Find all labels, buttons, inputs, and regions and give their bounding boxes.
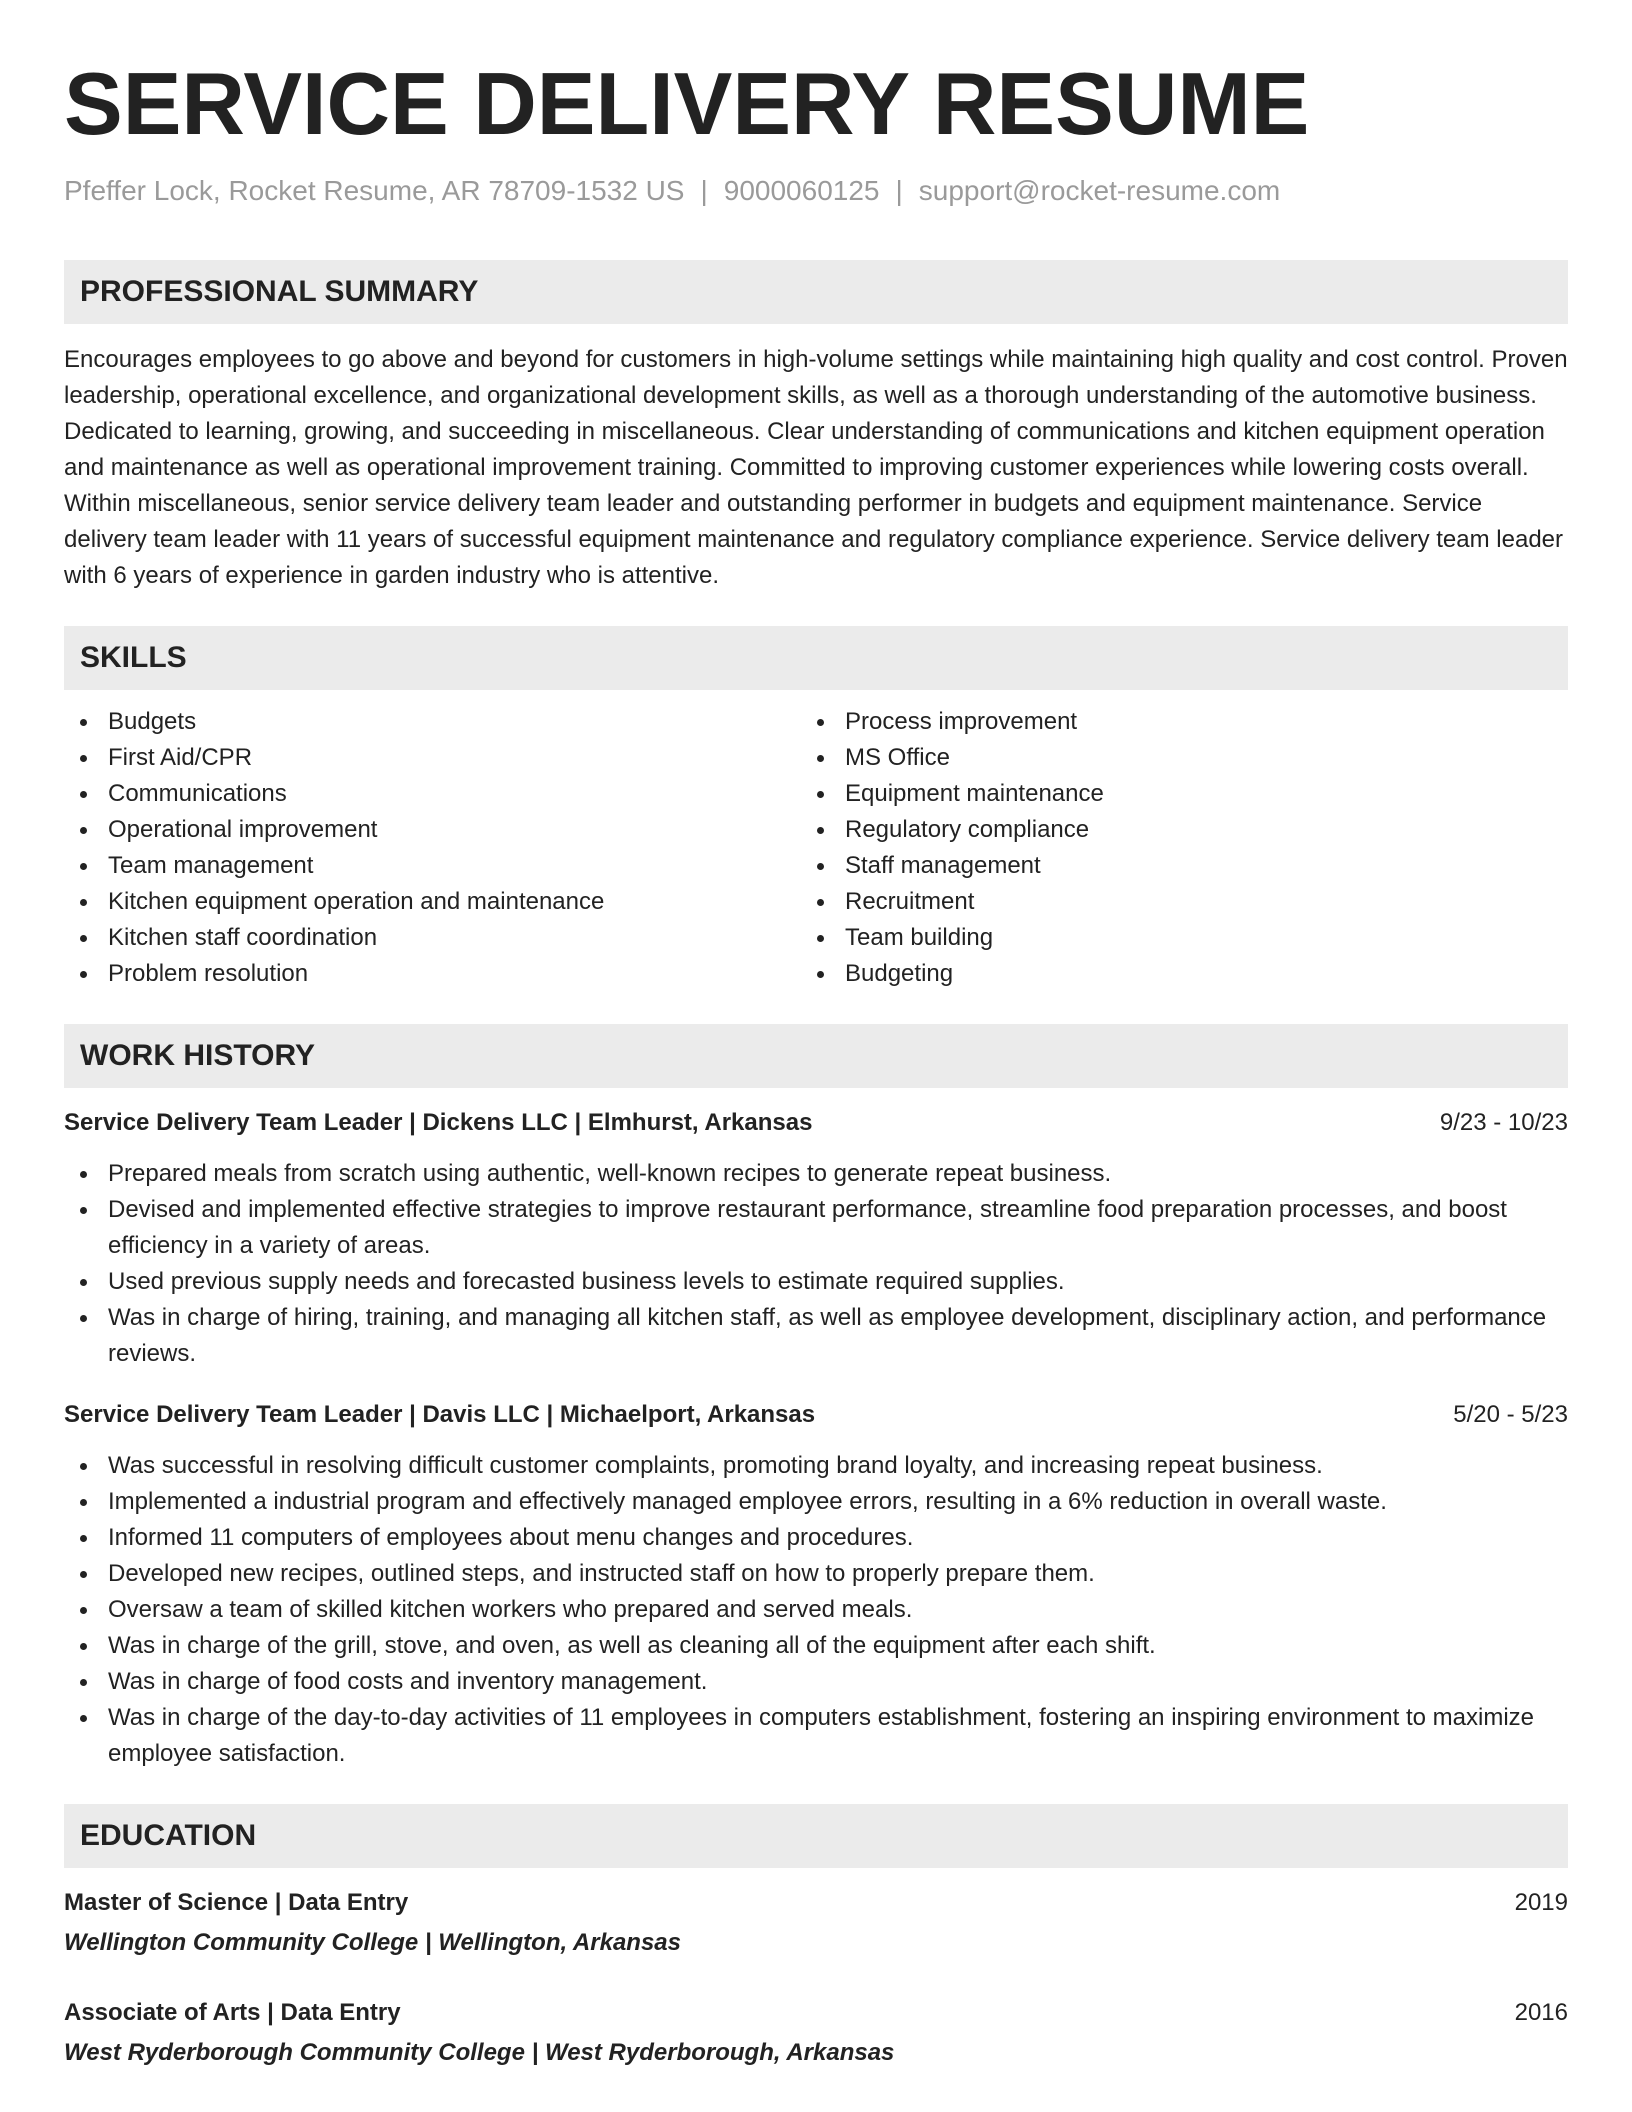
contact-phone: 9000060125 (723, 175, 880, 206)
contact-separator: | (700, 175, 708, 206)
contact-email: support@rocket-resume.com (918, 175, 1281, 206)
skill-item: Operational improvement (64, 812, 801, 848)
skill-item: Team management (64, 848, 801, 884)
section-header-work-history: WORK HISTORY (64, 1024, 1568, 1088)
resume-title: SERVICE DELIVERY RESUME (64, 54, 1310, 153)
job-bullet: Oversaw a team of skilled kitchen workers who prepared and served meals. (64, 1592, 1568, 1628)
skill-item: Recruitment (801, 884, 1538, 920)
job-bullet: Was in charge of the day-to-day activities of 11 employees in computers establishment, fostering an inspiring environment to maximize employee satisfaction. (64, 1700, 1568, 1772)
job-bullets (64, 1156, 1568, 1372)
summary-text: Encourages employees to go above and beyond for customers in high-volume settings while maintaining high quality and cost control. Proven leadership, operational excellence, and organizational development skills, as well as a thorough understanding of the automotive business. Dedicated to learning, growing, and succeeding in miscellaneous. Clear understanding of communications and kitchen equipment operation and maintenance as well as operational improvement training. Committed to improving customer experiences while lowering costs overall. Within miscellaneous, senior service delivery team leader and outstanding performer in budgets and equipment maintenance. Service delivery team leader with 11 years of successful equipment maintenance and regulatory compliance experience. Service delivery team leader with 6 years of experience in garden industry who is attentive. (64, 346, 1568, 589)
skills-list (64, 704, 1568, 992)
skill-item: Kitchen equipment operation and maintenance (64, 884, 801, 920)
education-header (64, 1886, 1568, 1920)
skill-item: MS Office (801, 740, 1538, 776)
skill-item: Problem resolution (64, 956, 801, 992)
education-year: 2019 (1514, 1889, 1568, 1916)
skill-item: Staff management (801, 848, 1538, 884)
skills-column-left (64, 704, 801, 992)
education-school: Wellington Community College | Wellington, Arkansas (64, 1929, 681, 1956)
job-bullet: Devised and implemented effective strategies to improve restaurant performance, streamline food preparation processes, and boost efficiency in a variety of areas. (64, 1192, 1568, 1264)
job-bullet: Prepared meals from scratch using authentic, well-known recipes to generate repeat business. (64, 1156, 1568, 1192)
job-bullet: Informed 11 computers of employees about menu changes and procedures. (64, 1520, 1568, 1556)
contact-line (64, 174, 1568, 208)
education-header (64, 1996, 1568, 2030)
education-year: 2016 (1514, 1999, 1568, 2026)
job-bullet: Was in charge of hiring, training, and managing all kitchen staff, as well as employee development, disciplinary action, and performance reviews. (64, 1300, 1568, 1372)
skill-item: Team building (801, 920, 1538, 956)
job-bullet: Used previous supply needs and forecasted business levels to estimate required supplies. (64, 1264, 1568, 1300)
skill-item: Kitchen staff coordination (64, 920, 801, 956)
job-bullet: Was in charge of food costs and inventory management. (64, 1664, 1568, 1700)
job-title: Service Delivery Team Leader | Davis LLC | Michaelport, Arkansas (64, 1401, 816, 1428)
skill-item: Process improvement (801, 704, 1538, 740)
job-header (64, 1106, 1568, 1140)
education-degree: Associate of Arts | Data Entry (64, 1999, 401, 2026)
section-header-education: EDUCATION (64, 1804, 1568, 1868)
job-title: Service Delivery Team Leader | Dickens LLC | Elmhurst, Arkansas (64, 1109, 813, 1136)
skill-item: Communications (64, 776, 801, 812)
education-school: West Ryderborough Community College | West Ryderborough, Arkansas (64, 2039, 895, 2066)
skill-item: First Aid/CPR (64, 740, 801, 776)
skills-column-right (801, 704, 1538, 992)
contact-separator: | (895, 175, 903, 206)
job-dates: 5/20 - 5/23 (1453, 1401, 1568, 1428)
section-header-summary: PROFESSIONAL SUMMARY (64, 260, 1568, 324)
job-bullet: Implemented a industrial program and effectively managed employee errors, resulting in a 6% reduction in overall waste. (64, 1484, 1568, 1520)
job-header (64, 1398, 1568, 1432)
job-bullets (64, 1448, 1568, 1772)
skill-item: Equipment maintenance (801, 776, 1538, 812)
job-bullet: Was successful in resolving difficult customer complaints, promoting brand loyalty, and increasing repeat business. (64, 1448, 1568, 1484)
skill-item: Regulatory compliance (801, 812, 1538, 848)
skill-item: Budgeting (801, 956, 1538, 992)
job-bullet: Developed new recipes, outlined steps, and instructed staff on how to properly prepare them. (64, 1556, 1568, 1592)
skill-item: Budgets (64, 704, 801, 740)
education-degree: Master of Science | Data Entry (64, 1889, 409, 1916)
contact-address: Pfeffer Lock, Rocket Resume, AR 78709-1532 US (64, 175, 685, 206)
section-header-skills: SKILLS (64, 626, 1568, 690)
job-bullet: Was in charge of the grill, stove, and oven, as well as cleaning all of the equipment after each shift. (64, 1628, 1568, 1664)
job-dates: 9/23 - 10/23 (1439, 1109, 1568, 1136)
